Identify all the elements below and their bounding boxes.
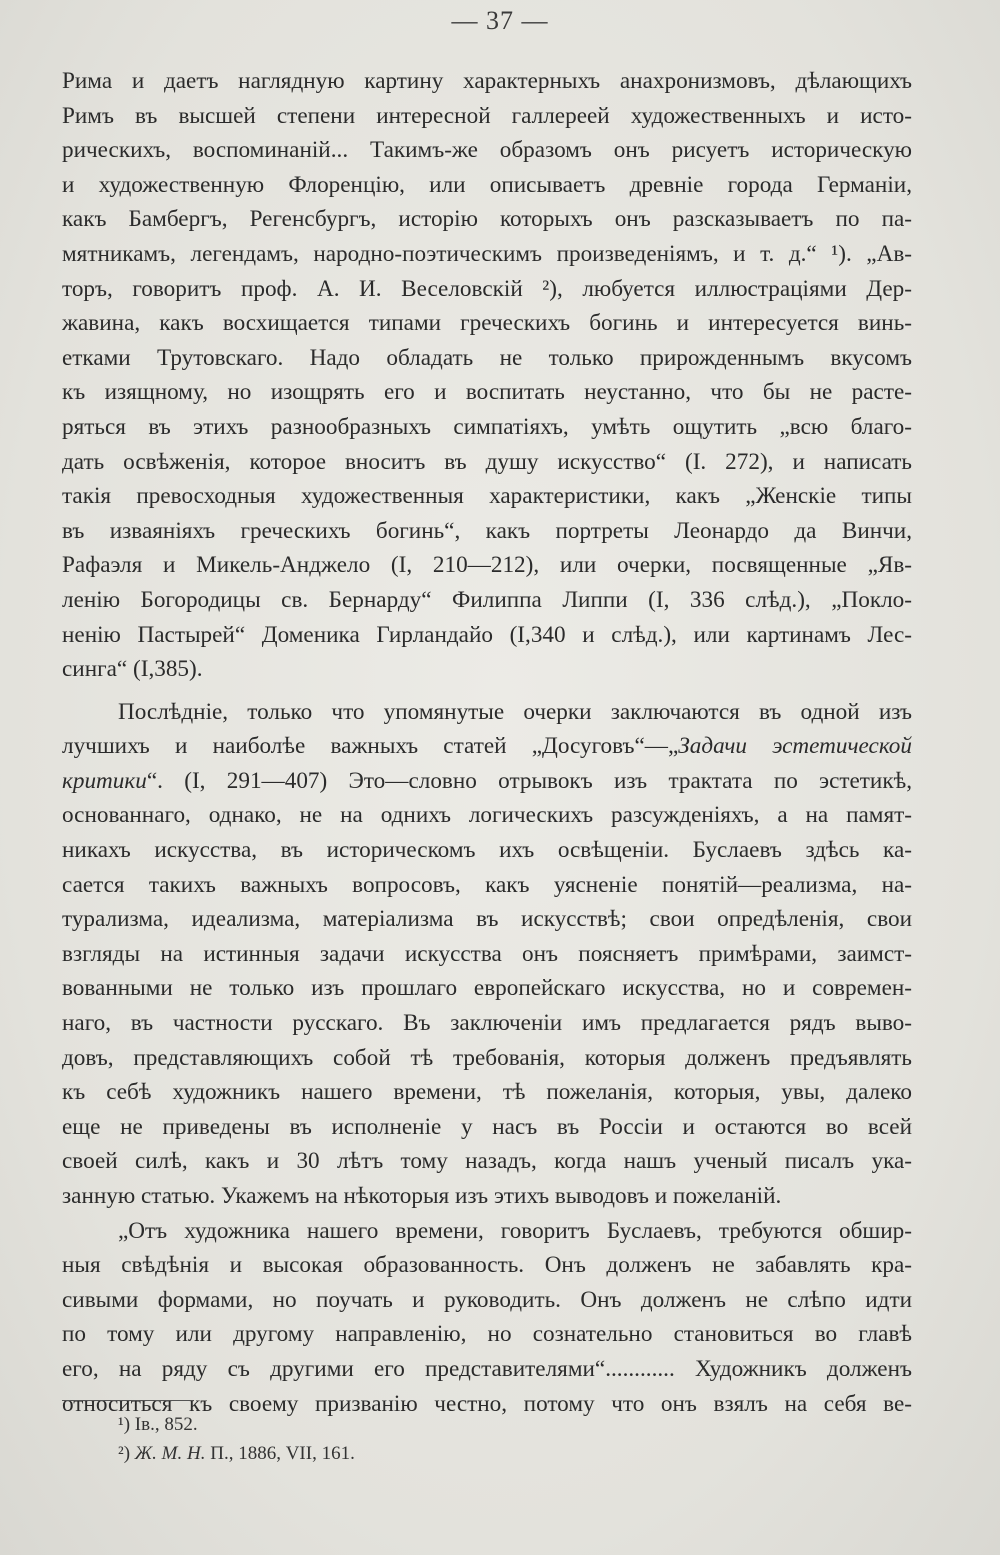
text-line: дать освѣженія, которое вноситъ въ душу искусство“ (I. 272), и написать — [62, 448, 912, 475]
italic-title: критики — [62, 767, 147, 794]
text-line: какъ Бамбергъ, Регенсбургъ, исторію которыхъ онъ разсказываетъ по па- — [62, 206, 912, 233]
text-line: такія превосходныя художественныя характеристики, какъ „Женскіе типы — [62, 483, 912, 510]
paragraph-1 — [62, 64, 912, 687]
footnote-divider — [62, 1400, 194, 1401]
text-run: лучшихъ и наиболѣе важныхъ статей „Досуговъ“—„ — [62, 733, 679, 760]
text-line: въ изваяніяхъ греческихъ богинь“, какъ портреты Леонардо да Винчи, — [62, 517, 912, 544]
text-line: къ себѣ художникъ нашего времени, тѣ пожеланія, которыя, увы, далеко — [62, 1079, 912, 1106]
text-line: турализма, идеализма, матеріализма въ искусствѣ; свои опредѣленія, свои — [62, 906, 912, 933]
text-line: и художественную Флоренцію, или описываетъ древніе города Германіи, — [62, 171, 912, 198]
text-line: мятникамъ, легендамъ, народно-поэтическимъ произведеніямъ, и т. д.“ ¹). „Ав- — [62, 240, 912, 267]
text-line — [62, 764, 912, 799]
text-line: занную статью. Укажемъ на нѣкоторыя изъ этихъ выводовъ и пожеланій. — [62, 1183, 782, 1209]
text-line: еще не приведены въ исполненіе у насъ въ Россіи и остаются во всей — [62, 1113, 912, 1140]
text-line: ленію Богородицы св. Бернарду“ Филиппа Липпи (I, 336 слѣд.), „Покло- — [62, 586, 912, 613]
text-line: сается такихъ важныхъ вопросовъ, какъ уясненіе понятій—реализма, на- — [62, 871, 912, 898]
text-line — [62, 729, 912, 764]
text-line: рическихъ, воспоминаній... Такимъ-же образомъ онъ рисуетъ историческую — [62, 137, 912, 164]
text-line: ненію Пастырей“ Доменика Гирландайо (I,340 и слѣд.), или картинамъ Лес- — [62, 621, 912, 648]
page-number: — 37 — — [451, 6, 549, 35]
text-line: относиться къ своему призванію честно, потому что онъ взялъ на себя ве- — [62, 1390, 912, 1417]
text-line: Послѣдніе, только что упомянутые очерки заключаются въ одной изъ — [118, 698, 912, 725]
text-run: “. (I, 291—407) Это—словно отрывокъ изъ трактата по эстетикѣ, — [146, 767, 912, 794]
text-line: вованными не только изъ прошлаго европейскаго искусства, но и современ- — [62, 975, 912, 1002]
footnote-source: Ж. М. Н. — [134, 1443, 206, 1464]
text-line: етками Трутовскаго. Надо обладать не только прирожденнымъ вкусомъ — [62, 344, 912, 371]
paragraph-3 — [62, 1214, 912, 1422]
text-line: „Отъ художника нашего времени, говоритъ Буслаевъ, требуются обшир- — [118, 1217, 912, 1244]
text-line: основаннаго, однако, не на однихъ логическихъ разсужденіяхъ, а на памят- — [62, 802, 912, 829]
text-line: ныя свѣдѣнія и высокая образованность. Онъ долженъ не забавлять кра- — [62, 1252, 912, 1279]
footnote-2 — [118, 1439, 355, 1468]
text-line: его, на ряду съ другими его представителями“............ Художникъ долженъ — [62, 1355, 912, 1382]
text-line: наго, въ частности русскаго. Въ заключеніи имъ предлагается рядъ выво- — [62, 1010, 912, 1037]
footnote-text: Ів., 852. — [134, 1414, 198, 1435]
text-line: никахъ искусства, въ историческомъ ихъ освѣщеніи. Буслаевъ здѣсь ка- — [62, 837, 912, 864]
text-line: торъ, говоритъ проф. А. И. Веселовскій ²), любуется иллюстраціями Дер- — [62, 275, 912, 302]
text-line: синга“ (I,385). — [62, 656, 203, 683]
text-line: ряться въ этихъ разнообразныхъ симпатіяхъ, умѣть ощутить „всю благо- — [62, 413, 912, 440]
text-line: къ изящному, но изощрять его и воспитать неустанно, что бы не расте- — [62, 379, 912, 406]
body-text — [62, 64, 912, 1421]
text-line: взгляды на истинныя задачи искусства онъ поясняетъ примѣрами, заимст- — [62, 940, 912, 967]
text-line: сивыми формами, но поучать и руководить. Онъ долженъ не слѣпо идти — [62, 1286, 912, 1313]
text-line: Рафаэля и Микель-Анджело (I, 210—212), или очерки, посвященные „Яв- — [62, 552, 912, 579]
footnote-marker: ²) — [118, 1443, 131, 1464]
paragraph-2 — [62, 695, 912, 1214]
footnote-text: П., 1886, VII, 161. — [210, 1443, 355, 1464]
text-line: Рима и даетъ наглядную картину характерныхъ анахронизмовъ, дѣлающихъ — [62, 68, 912, 94]
footnotes — [118, 1410, 355, 1468]
text-line: жавина, какъ восхищается типами греческихъ богинь и интересуется винь- — [62, 310, 912, 337]
italic-title: Задачи эстетической — [678, 733, 912, 760]
text-line: своей силѣ, какъ и 30 лѣтъ тому назадъ, когда нашъ ученый писалъ ука- — [62, 1148, 912, 1175]
text-line: Римъ въ высшей степени интересной галлереей художественныхъ и исто- — [62, 102, 912, 129]
footnote-1 — [118, 1410, 355, 1439]
text-line: довъ, представляющихъ собой тѣ требованія, которыя долженъ предъявлять — [62, 1044, 912, 1071]
footnote-marker: ¹) — [118, 1414, 131, 1435]
text-line: по тому или другому направленію, но сознательно становиться во главѣ — [62, 1321, 912, 1348]
